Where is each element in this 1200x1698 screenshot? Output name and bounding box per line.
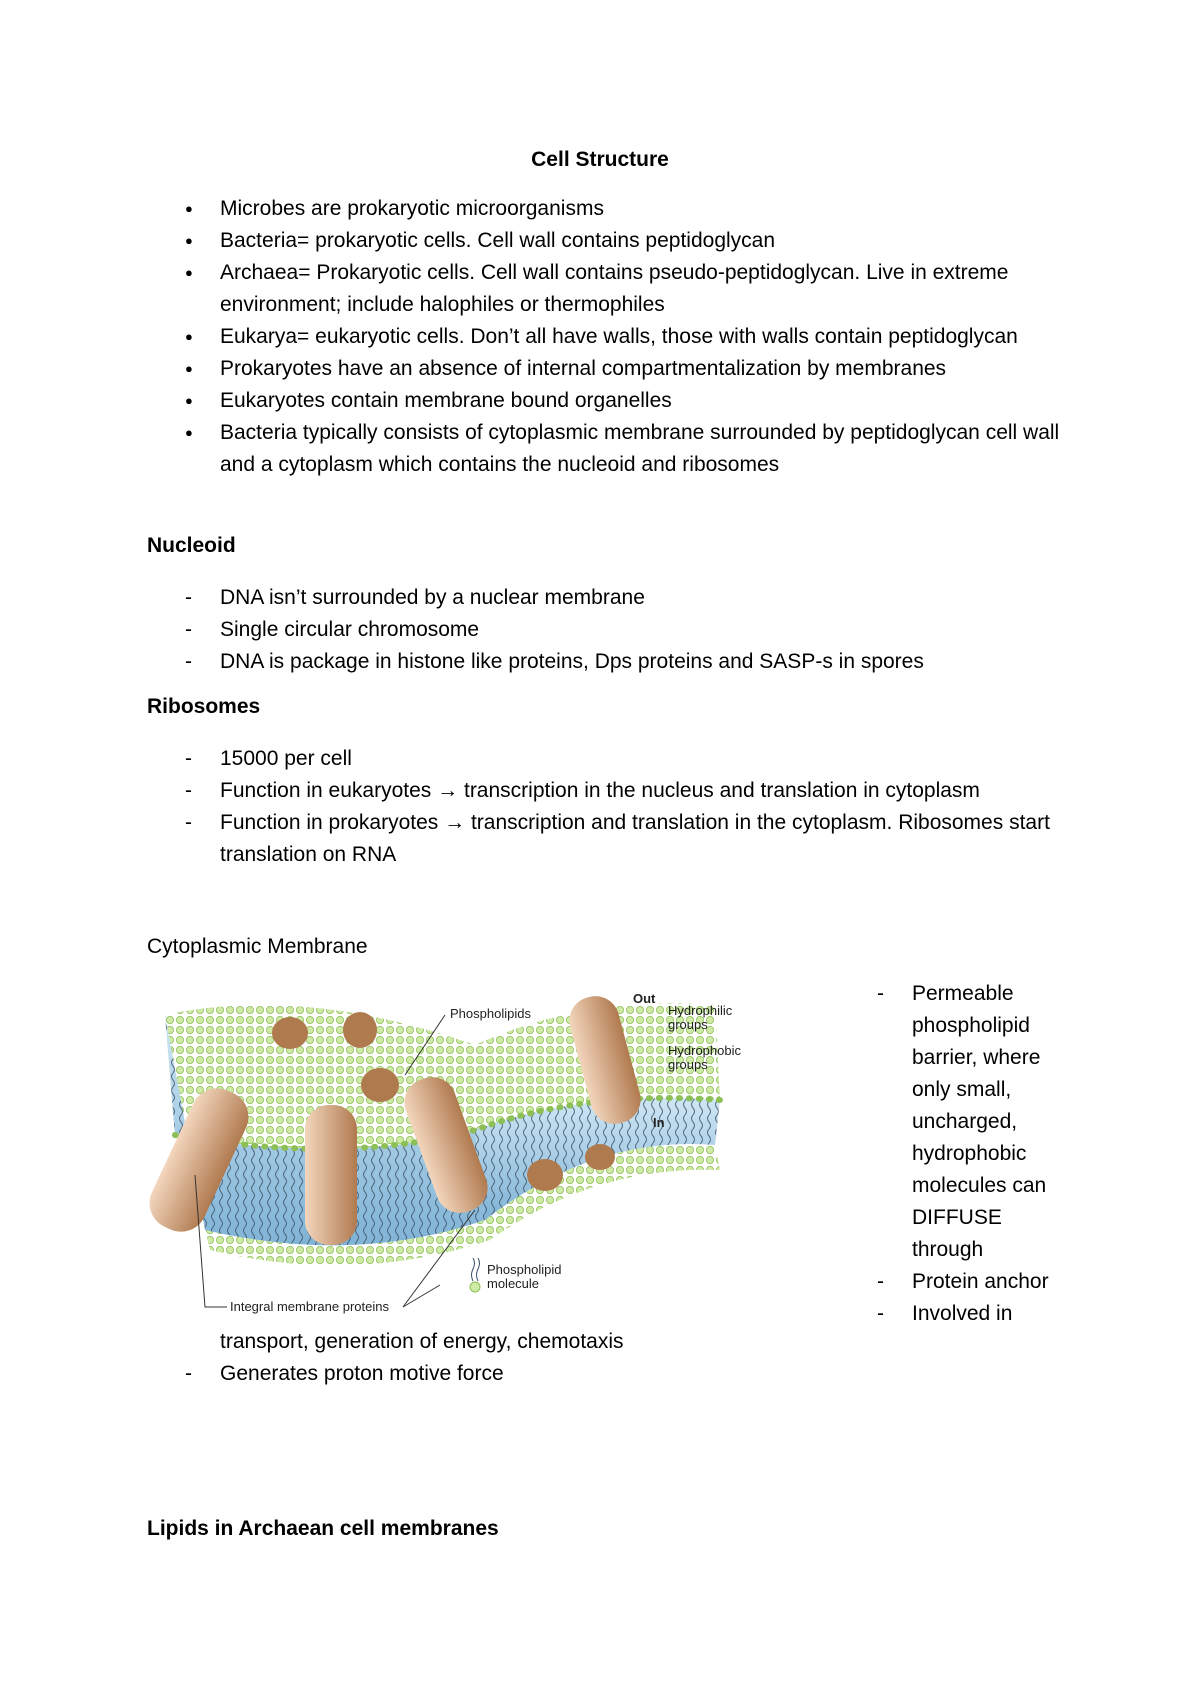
out-label: Out: [633, 991, 656, 1006]
membrane-heading: Cytoplasmic Membrane: [147, 935, 368, 958]
dash-item: - 15000 per cell: [147, 743, 1077, 775]
phospholipids-label: Phospholipids: [450, 1006, 531, 1021]
membrane-list: [147, 1358, 1077, 1390]
intro-bullet-list: [147, 193, 1067, 481]
membrane-side-list: [873, 978, 1073, 1330]
dash-item: [147, 807, 1077, 871]
ribosomes-list: [147, 743, 1077, 871]
page-title: Cell Structure: [531, 148, 669, 171]
hydrophilic-label: Hydrophilic: [668, 1003, 733, 1018]
nucleoid-list: [147, 582, 1077, 678]
arrow-right-icon: →: [437, 779, 459, 802]
ribosomes-heading: Ribosomes: [147, 695, 261, 718]
dash-item: - Protein anchor: [873, 1266, 1073, 1298]
integral-proteins-label: Integral membrane proteins: [230, 1299, 389, 1314]
bullet-item: ● Microbes are prokaryotic microorganisms: [147, 193, 1067, 225]
dash-item-text: Function in prokaryotes: [220, 811, 439, 834]
phospholipid-molecule-label-2: molecule: [487, 1276, 540, 1291]
dash-item: - DNA is package in histone like proteins, Dps proteins and SASP-s in spores: [147, 646, 1077, 678]
phospholipid-molecule-label: Phospholipid: [487, 1262, 562, 1277]
lipids-heading: Lipids in Archaean cell membranes: [147, 1517, 499, 1540]
membrane-diagram: [145, 975, 835, 1315]
nucleoid-heading: Nucleoid: [147, 534, 236, 557]
dash-item: - Involved in: [873, 1298, 1073, 1330]
hydrophilic-label-2: groups: [668, 1017, 708, 1032]
bullet-item: ● Prokaryotes have an absence of internal compartmentalization by membranes: [147, 353, 1067, 385]
bullet-item: ● Bacteria= prokaryotic cells. Cell wall contains peptidoglycan: [147, 225, 1067, 257]
dash-item-text: transcription in the nucleus and translation in cytoplasm: [463, 779, 980, 802]
bullet-item: ● Archaea= Prokaryotic cells. Cell wall contains pseudo-peptidoglycan. Live in extreme environment; include halophiles or thermophiles: [147, 257, 1067, 321]
bullet-item: ● Eukarya= eukaryotic cells. Don’t all have walls, those with walls contain peptidoglycan: [147, 321, 1067, 353]
hydrophobic-label-2: groups: [668, 1057, 708, 1072]
dash-item-text: transcription and translation in the cytoplasm. Ribosomes start translation on RNA: [220, 811, 1050, 866]
phospholipid-molecule-icon: [470, 1258, 480, 1292]
dash-item-text: Function in eukaryotes: [220, 779, 432, 802]
in-label: In: [653, 1115, 665, 1130]
dash-item: - Generates proton motive force: [147, 1358, 1077, 1390]
dash-item: [147, 775, 1077, 807]
dash-item: - Single circular chromosome: [147, 614, 1077, 646]
dash-item: - DNA isn’t surrounded by a nuclear membrane: [147, 582, 1077, 614]
bullet-item: ● Eukaryotes contain membrane bound organelles: [147, 385, 1067, 417]
arrow-right-icon: →: [444, 811, 466, 834]
hydrophobic-label: Hydrophobic: [668, 1043, 741, 1058]
membrane-continuation-text: transport, generation of energy, chemotaxis: [220, 1330, 624, 1353]
bullet-item: ● Bacteria typically consists of cytoplasmic membrane surrounded by peptidoglycan cell wall and a cytoplasm which contains the nucleoid and ribosomes: [147, 417, 1067, 481]
dash-item: - Permeable phospholipid barrier, where only small, uncharged, hydrophobic molecules can DIFFUSE through: [873, 978, 1073, 1266]
